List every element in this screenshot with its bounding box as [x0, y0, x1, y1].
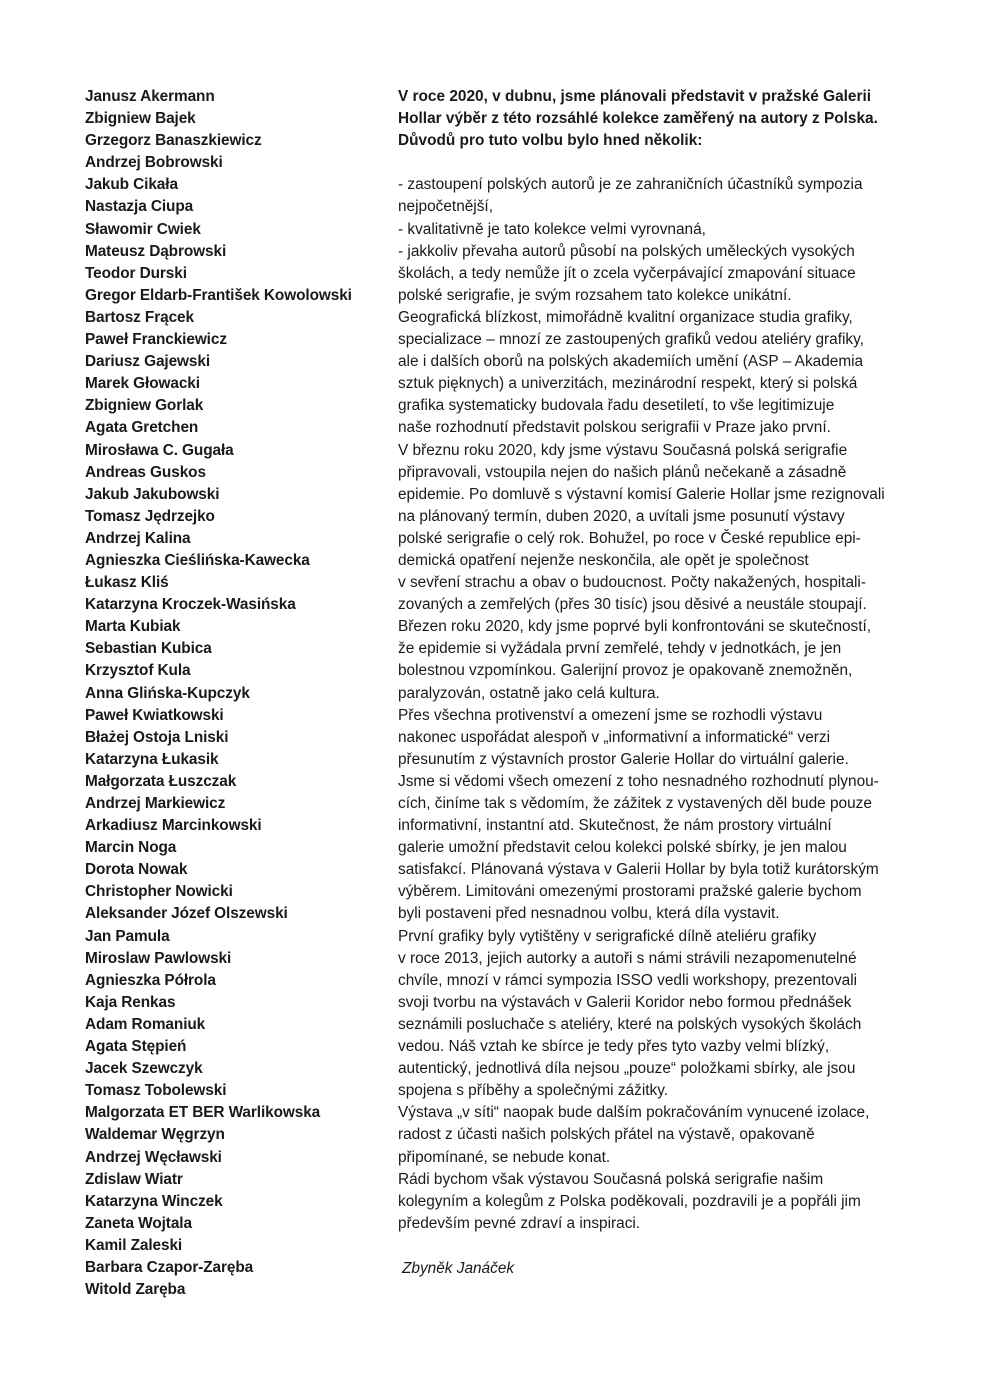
artist-name: Agnieszka Półrola — [85, 971, 216, 989]
artist-name: Tomasz Jędrzejko — [85, 507, 215, 525]
body-line: - zastoupení polských autorů je ze zahraničních účastníků sympozia — [398, 176, 863, 194]
body-line: přesunutím z výstavních prostor Galerie Hollar do virtuální galerie. — [398, 750, 849, 768]
body-line: školách, a tedy nemůže jít o zcela vyčerpávající zmapování situace — [398, 264, 856, 282]
artist-name: Zbigniew Gorlak — [85, 397, 204, 415]
artist-name: Agnieszka Cieślińska-Kawecka — [85, 551, 310, 569]
body-line: demická opatření nejenže neskončila, ale opět je společnost — [398, 551, 809, 569]
artist-name: Andrzej Kalina — [85, 529, 191, 547]
artist-name: Andrzej Bobrowski — [85, 154, 223, 172]
body-line: - kvalitativně je tato kolekce velmi vyrovnaná, — [398, 220, 706, 238]
artist-name: Barbara Czapor-Zaręba — [85, 1258, 254, 1276]
body-line: - jakkoliv převaha autorů působí na polských uměleckých vysokých — [398, 242, 855, 260]
body-line: bolestnou vzpomínkou. Galerijní provoz je opakovaně znemožněn, — [398, 662, 853, 680]
artist-name: Krzysztof Kula — [85, 662, 191, 680]
body-line: epidemie. Po domluvě s výstavní komisí Galerie Hollar jsme rezignovali — [398, 485, 885, 503]
body-line: galerie umožní představit celou kolekci polské sbírky, je jen malou — [398, 839, 847, 857]
artist-name: Janusz Akermann — [85, 88, 215, 105]
artist-name: Marek Głowacki — [85, 375, 200, 393]
artist-name: Paweł Franckiewicz — [85, 331, 227, 349]
body-line: paralyzován, ostatně jako celá kultura. — [398, 684, 660, 702]
artist-name: Katarzyna Winczek — [85, 1192, 223, 1210]
body-line: spojena s příběhy a společnými zážitky. — [398, 1082, 669, 1100]
body-line: byli postaveni před nesnadnou volbu, která díla vystavit. — [398, 905, 780, 923]
body-line: cích, činíme tak s vědomím, že zážitek z vystavených děl bude pouze — [398, 795, 872, 812]
artist-name: Marta Kubiak — [85, 618, 181, 636]
body-line: Březen roku 2020, kdy jsme poprvé byli konfrontováni se skutečností, — [398, 618, 872, 636]
artist-name: Jakub Cikała — [85, 176, 178, 194]
body-line: výběrem. Limitováni omezenými prostorami pražské galerie bychom — [398, 883, 862, 901]
artist-name: Gregor Eldarb-František Kowolowski — [85, 286, 352, 304]
body-line: autentický, jednotlivá díla nejsou „pouze“ položkami sbírky, ale jsou — [398, 1060, 856, 1078]
body-line: vedou. Náš vztah ke sbírce je tedy přes tyto vazby velmi blízký, — [398, 1038, 830, 1056]
artist-name: Marcin Noga — [85, 839, 177, 857]
artist-name: Katarzyna Kroczek-Wasińska — [85, 596, 296, 614]
artist-name: Andreas Guskos — [85, 463, 206, 481]
body-line: v sevření strachu a obav o budoucnost. Počty nakažených, hospitali- — [398, 574, 866, 592]
artist-name: Zaneta Wojtala — [85, 1214, 192, 1232]
body-line: Přes všechna protivenství a omezení jsme se rozhodli výstavu — [398, 706, 823, 724]
body-line: informativní, instantní atd. Skutečnost, že nám prostory virtuální — [398, 817, 832, 835]
body-line: v roce 2013, jejich autorky a autoři s námi strávili nezapomenutelné — [398, 949, 857, 967]
body-line: připravovali, vstoupila nejen do našich plánů nečekaně a zásadně — [398, 463, 847, 481]
artist-name: Jan Pamula — [85, 927, 170, 945]
artist-name: Jakub Jakubowski — [85, 485, 220, 503]
artist-name: Andrzej Markiewicz — [85, 795, 226, 812]
body-line: na plánovaný termín, duben 2020, a uvítali jsme posunutí výstavy — [398, 507, 845, 525]
artist-name: Błażej Ostoja Lniski — [85, 728, 229, 746]
body-line: že epidemie si vyžádala první zemřelé, tehdy v jednotkách, je jen — [398, 640, 842, 658]
artist-name: Bartosz Frącek — [85, 308, 194, 326]
body-line: svoji tvorbu na výstavách v Galerii Koridor nebo formou přednášek — [398, 993, 852, 1011]
artist-name: Katarzyna Łukasik — [85, 750, 219, 768]
body-line: Rádi bychom však výstavou Současná polská serigrafie našim — [398, 1170, 824, 1188]
body-line: seznámili posluchače s ateliéry, které na polských vysokých školách — [398, 1015, 862, 1033]
artist-name: Kaja Renkas — [85, 993, 176, 1011]
artist-name: Kamil Zaleski — [85, 1236, 183, 1254]
body-line: především pevné zdraví a inspiraci. — [398, 1214, 641, 1232]
body-line: Výstava „v síti“ naopak bude dalším pokračováním vynucené izolace, — [398, 1104, 870, 1122]
body-line: Geografická blízkost, mimořádně kvalitní organizace studia grafiky, — [398, 308, 853, 326]
body-line: grafika systematicky budovala řadu desetiletí, to vše legitimizuje — [398, 397, 835, 415]
artist-name: Zbigniew Bajek — [85, 110, 196, 128]
essay-body — [398, 174, 918, 1235]
artist-name: Sebastian Kubica — [85, 640, 212, 658]
artist-name: Aleksander Józef Olszewski — [85, 905, 288, 923]
artist-name: Malgorzata ET BER Warlikowska — [85, 1104, 321, 1122]
artist-name: Mirosława C. Gugała — [85, 441, 234, 459]
artist-name: Mateusz Dąbrowski — [85, 242, 227, 260]
artist-name: Christopher Nowicki — [85, 883, 233, 901]
body-line: V březnu roku 2020, kdy jsme výstavu Současná polská serigrafie — [398, 441, 848, 459]
artist-name: Łukasz Kliś — [85, 574, 169, 592]
artist-name: Grzegorz Banaszkiewicz — [85, 132, 262, 150]
body-line: ale i dalších oborů na polských akademiích umění (ASP – Akademia — [398, 353, 864, 371]
essay-text — [398, 86, 918, 1235]
body-line: specializace – mnozí ze zastoupených grafiků vedou ateliéry grafiky, — [398, 331, 864, 349]
artist-name: Adam Romaniuk — [85, 1015, 206, 1033]
body-line: naše rozhodnutí představit polskou serigrafii v Praze jako první. — [398, 419, 831, 437]
body-line: radost z účasti našich polských přátel na výstavě, opakovaně — [398, 1126, 815, 1144]
body-line: První grafiky byly vytištěny v serigrafické dílně ateliéru grafiky — [398, 927, 817, 945]
artist-name: Anna Glińska-Kupczyk — [85, 684, 250, 702]
body-line: Jsme si vědomi všech omezení z toho nesnadného rozhodnutí plynou- — [398, 772, 879, 790]
body-line: nakonec uspořádat alespoň v „informativní a informatické“ verzi — [398, 728, 830, 746]
artist-name: Sławomir Cwiek — [85, 220, 201, 238]
artist-name: Waldemar Węgrzyn — [85, 1126, 225, 1144]
author-signature: Zbyněk Janáček — [402, 1260, 515, 1277]
paragraph-gap — [398, 152, 918, 174]
intro-line: Důvodů pro tuto volbu bylo hned několik: — [398, 132, 703, 150]
intro-line: V roce 2020, v dubnu, jsme plánovali představit v pražské Galerii — [398, 88, 872, 105]
artist-name: Miroslaw Pawlowski — [85, 949, 232, 967]
artist-name: Arkadiusz Marcinkowski — [85, 817, 262, 835]
artist-name: Dorota Nowak — [85, 861, 188, 879]
artist-name: Andrzej Węcławski — [85, 1148, 222, 1166]
body-line: chvíle, mnozí v rámci sympozia ISSO vedli workshopy, prezentovali — [398, 971, 858, 989]
body-line: nejpočetnější, — [398, 198, 493, 216]
artist-name: Nastazja Ciupa — [85, 198, 194, 216]
artist-name-list — [85, 86, 385, 1301]
body-line: satisfakcí. Plánovaná výstava v Galerii Hollar by byla totiž kurátorským — [398, 861, 879, 879]
artist-name: Tomasz Tobolewski — [85, 1082, 227, 1100]
body-line: kolegyním a kolegům z Polska poděkovali, pozdravili je a popřáli jim — [398, 1192, 861, 1210]
artist-name: Zdislaw Wiatr — [85, 1170, 183, 1188]
body-line: připomínané, se nebude konat. — [398, 1148, 611, 1166]
body-line: sztuk pięknych) a univerzitách, mezinárodní respekt, který si polská — [398, 375, 858, 393]
artist-name: Małgorzata Łuszczak — [85, 772, 237, 790]
artist-name: Agata Stępień — [85, 1038, 187, 1056]
body-line: zovaných a zemřelých (přes 30 tisíc) jsou děsivé a neustále stoupají. — [398, 596, 867, 614]
body-line: polské serigrafie o celý rok. Bohužel, po roce v České republice epi- — [398, 529, 861, 547]
artist-name: Jacek Szewczyk — [85, 1060, 203, 1078]
essay-intro — [398, 86, 918, 152]
artist-name: Paweł Kwiatkowski — [85, 706, 224, 724]
artist-name: Teodor Durski — [85, 264, 187, 282]
body-line: polské serigrafie, je svým rozsahem tato kolekce unikátní. — [398, 286, 792, 304]
intro-line: Hollar výběr z této rozsáhlé kolekce zaměřený na autory z Polska. — [398, 110, 878, 128]
artist-name: Witold Zaręba — [85, 1281, 186, 1299]
artist-name: Agata Gretchen — [85, 419, 199, 437]
artist-name: Dariusz Gajewski — [85, 353, 211, 371]
